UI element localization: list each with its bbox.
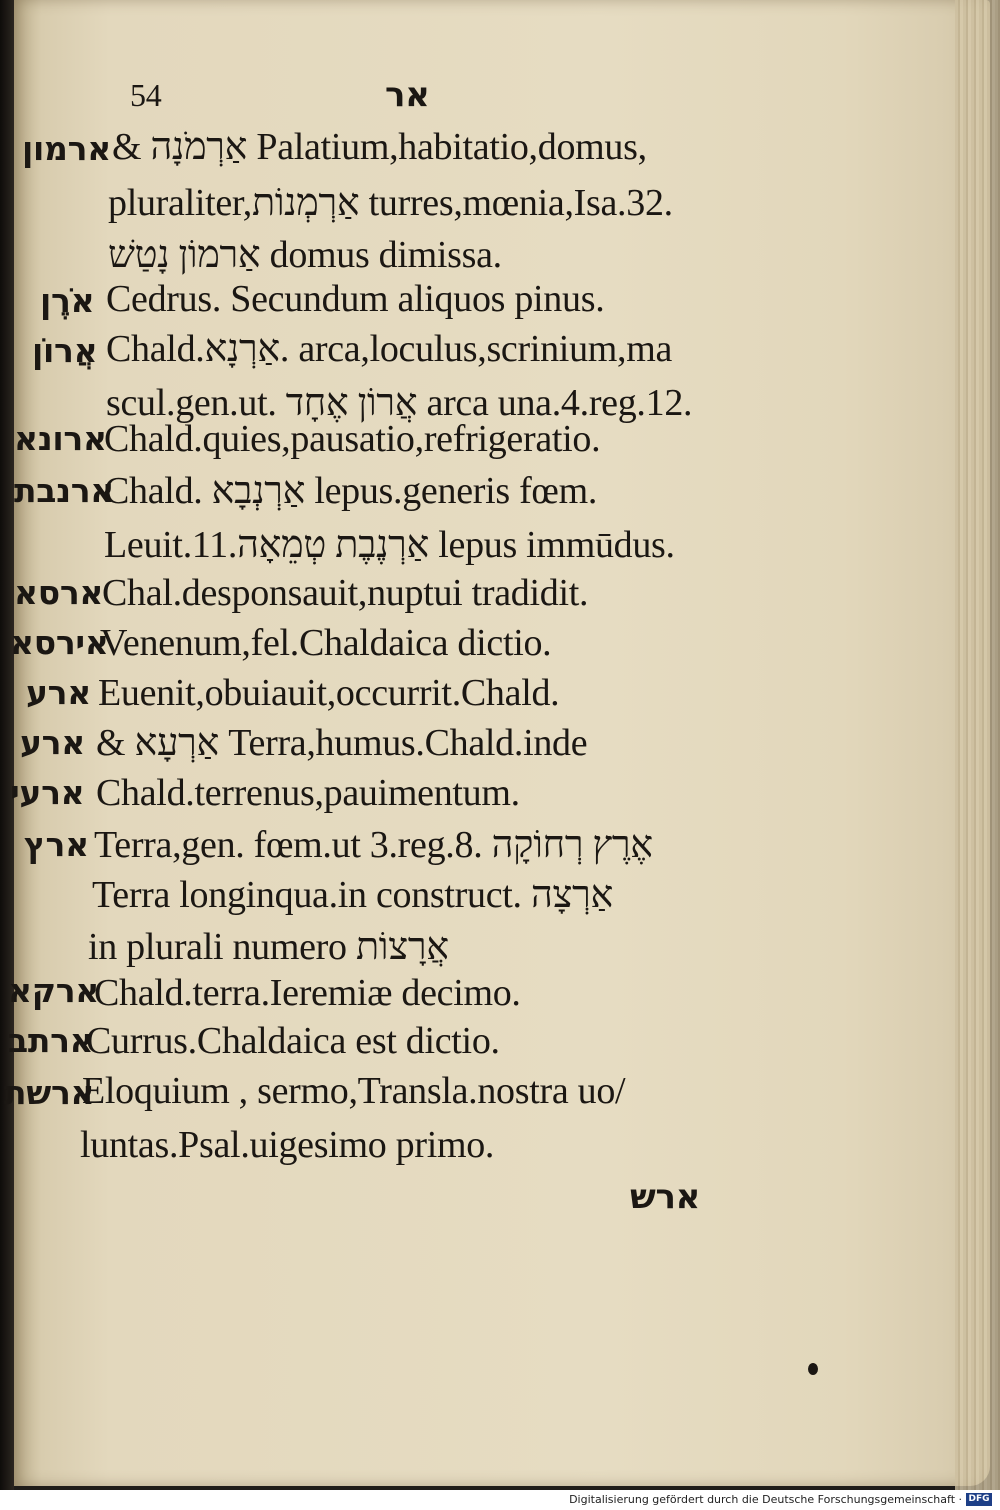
ink-spot <box>808 1363 818 1375</box>
entry-headword: אירסא <box>10 623 109 662</box>
page-edges <box>955 0 1000 1490</box>
entry-headword: אֲרוֹן <box>32 331 98 370</box>
entry-headword: אֹרֶן <box>40 281 95 320</box>
dfg-logo: DFG <box>966 1493 992 1506</box>
running-head: אר <box>385 75 430 115</box>
entry-text: & אַרְעָא Terra,humus.Chald.inde <box>96 722 588 764</box>
entry-headword: ארמון <box>22 129 111 168</box>
entry-text: Chald.terra.Ieremiæ decimo. <box>94 972 521 1014</box>
entry-text: Chald. אַרְנְבָא lepus.generis fœm. <box>104 470 598 512</box>
entry-text: אַרמוֹן נָטַשׁ domus dimissa. <box>108 234 502 276</box>
entry-text: in plurali numero אֲרָצוֹת <box>88 926 449 968</box>
entry-headword: ארתב <box>8 1021 94 1060</box>
entry-text: luntas.Psal.uigesimo primo. <box>80 1124 495 1166</box>
entry-text: Euenit,obuiauit,occurrit.Chald. <box>98 672 560 714</box>
page-number: 54 <box>130 77 162 113</box>
entry-headword: ארעי <box>10 773 85 812</box>
entry-text: Leuit.11.אַרְנֶבֶת טְמֵאָה lepus immūdus. <box>104 524 675 566</box>
entry-text: Currus.Chaldaica est dictio. <box>86 1020 500 1062</box>
entry-text: Eloquium , sermo,Transla.nostra uo/ <box>82 1070 626 1112</box>
entry-text: Cedrus. Secundum aliquos pinus. <box>106 278 605 320</box>
entry-text: Chal.desponsauit,nuptui tradidit. <box>102 572 589 614</box>
entry-headword: ארע <box>26 673 91 712</box>
entry-text: scul.gen.ut. אֲרוֹן אֶחָד arca una.4.reg.12. <box>106 382 693 424</box>
entry-text: & אַרְמֹנָה Palatium,habitatio,domus, <box>112 126 647 168</box>
entry-headword: ארשת <box>4 1073 95 1112</box>
entry-text: Chald.terrenus,pauimentum. <box>96 772 520 814</box>
entry-headword: ארע <box>20 723 85 762</box>
book-gutter <box>0 0 14 1490</box>
entry-headword: ארונא <box>14 419 107 458</box>
catchword: ארש <box>630 1177 701 1217</box>
entry-text: Chald.quies,pausatio,refrigeratio. <box>104 418 601 460</box>
digitization-footer <box>0 1490 1000 1510</box>
entry-text: Chald.אַרְנָא. arca,loculus,scrinium,ma <box>106 328 673 370</box>
entry-text: Venenum,fel.Chaldaica dictio. <box>100 622 552 664</box>
entry-text: Terra longinqua.in construct. אַרְצָה <box>92 874 613 916</box>
entry-text: Terra,gen. fœm.ut 3.reg.8. אֶרֶץ רְחוֹקָה <box>94 824 653 866</box>
entry-headword: ארץ <box>24 825 89 864</box>
entry-headword: ארנבת <box>14 471 115 510</box>
footer-credit: Digitalisierung gefördert durch die Deutsche Forschungsgemeinschaft · <box>569 1493 962 1506</box>
entry-headword: ארסא <box>14 573 104 612</box>
entry-headword: ארקא <box>8 971 100 1010</box>
entry-text: pluraliter,אַרְמְנוֹת turres,mœnia,Isa.32. <box>108 182 673 224</box>
